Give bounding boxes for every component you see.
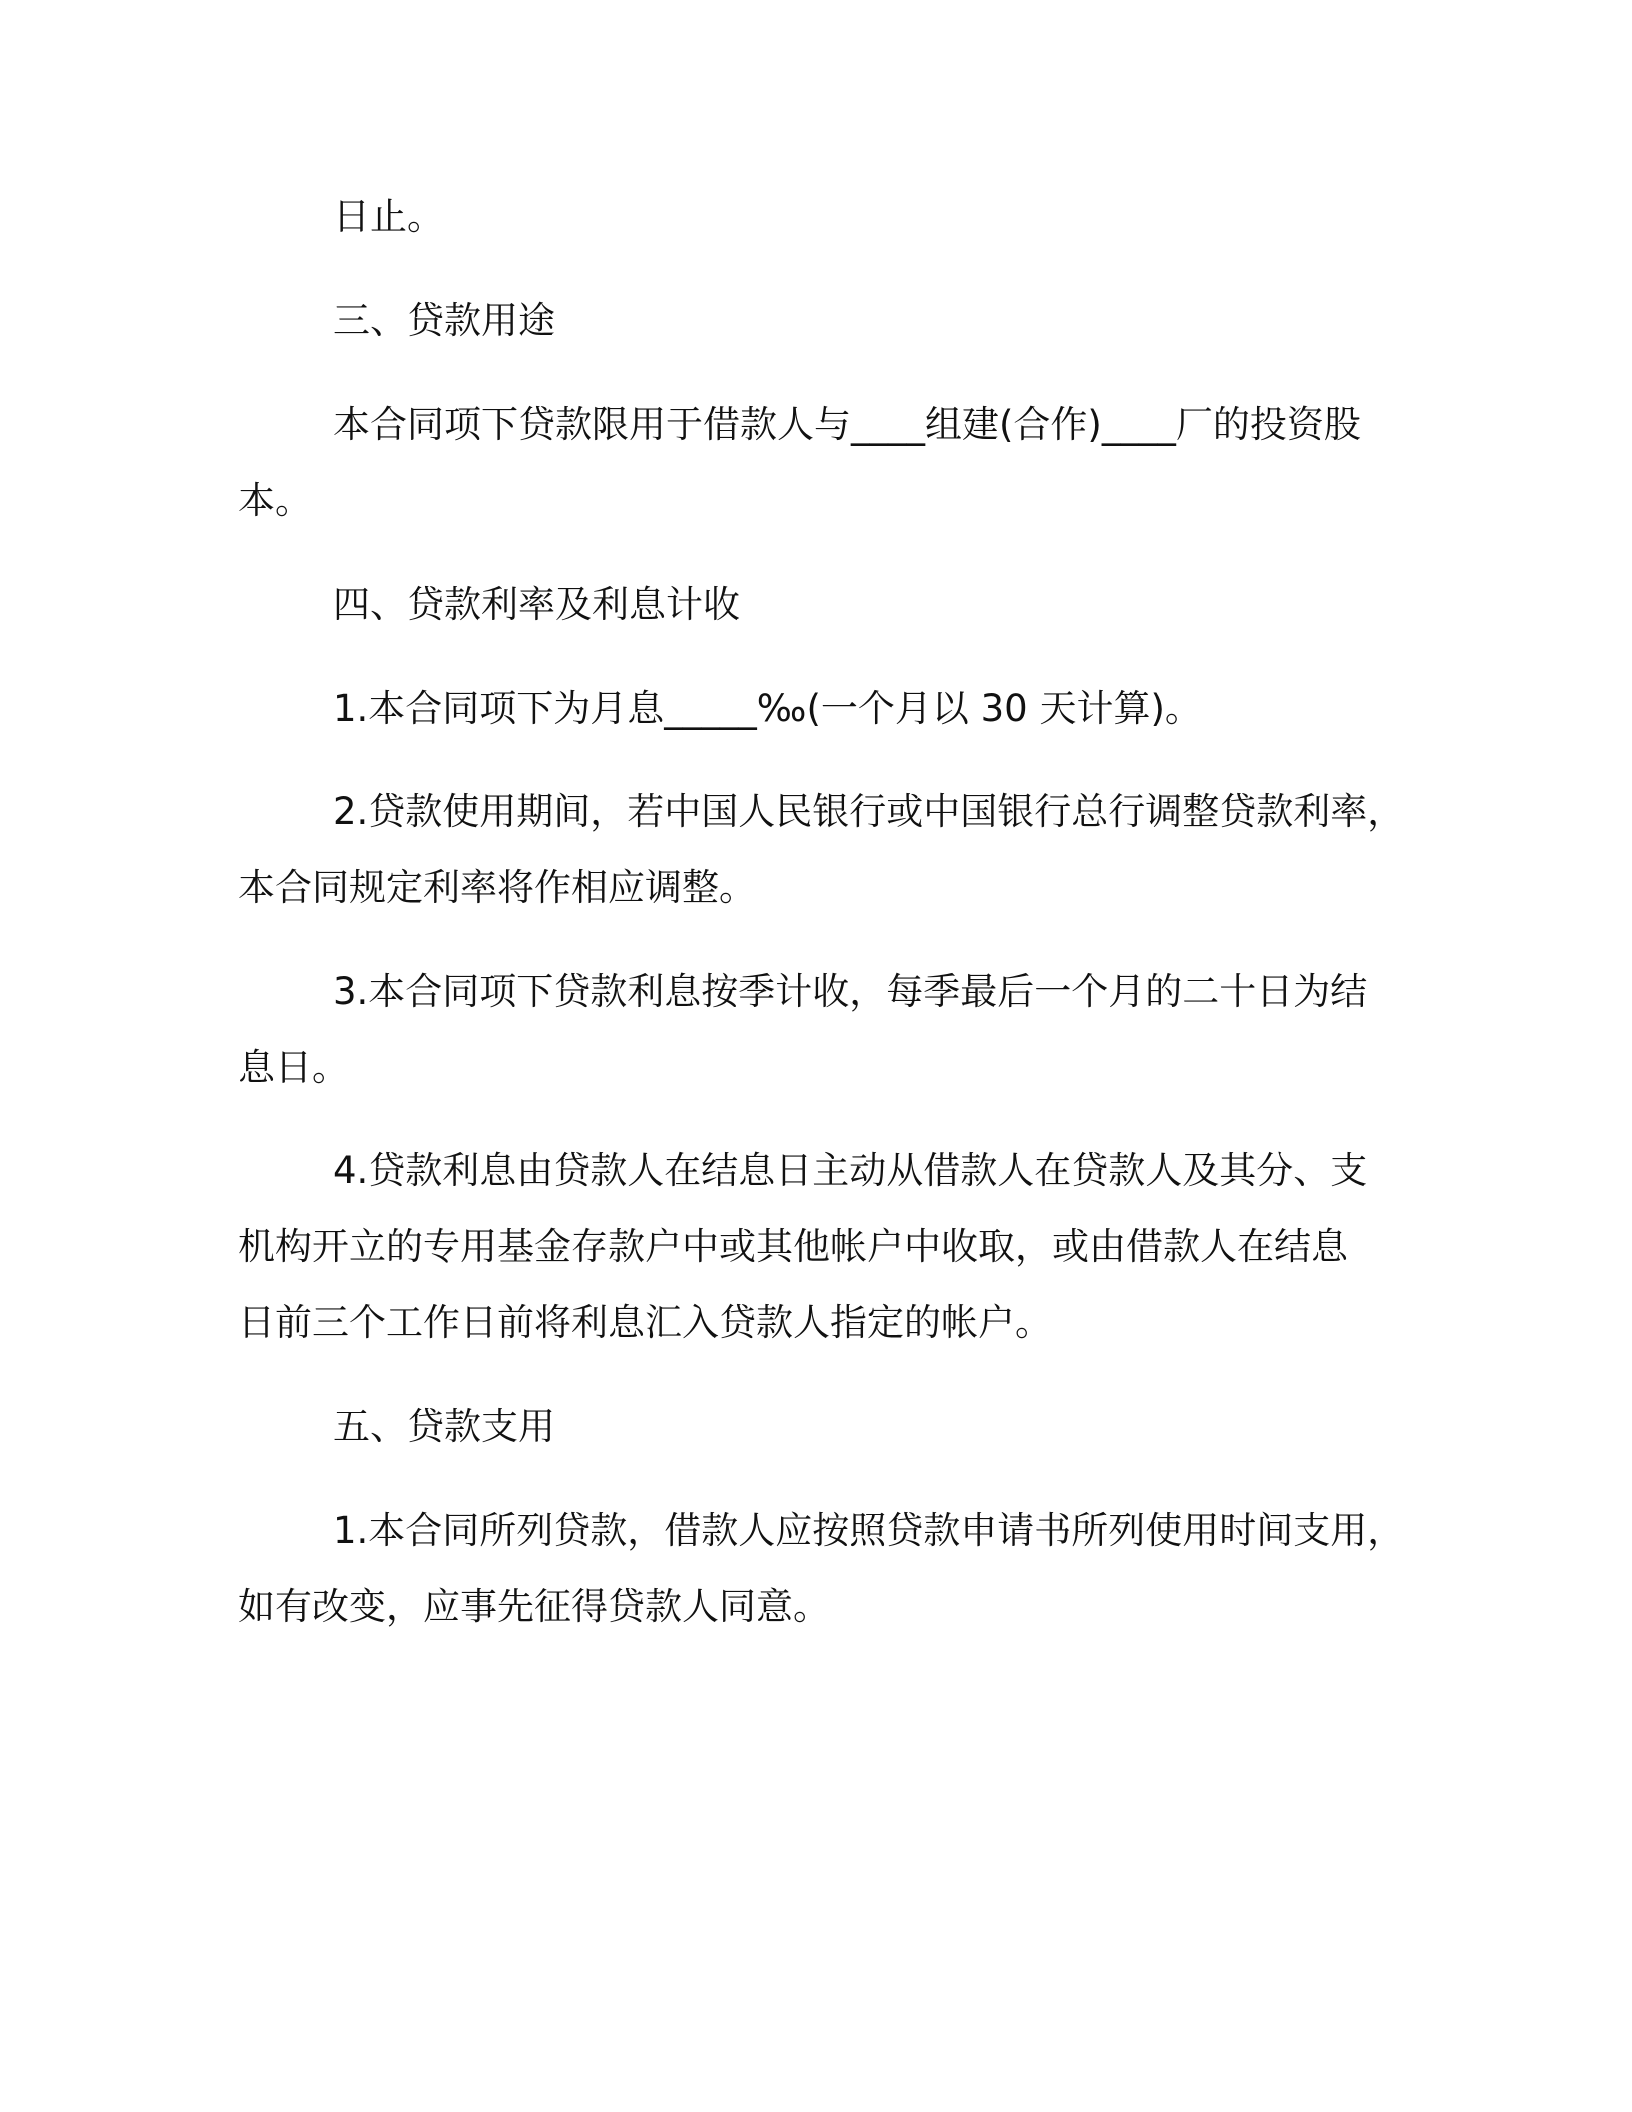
paragraph-line: 息日。 [238, 1046, 349, 1089]
paragraph-line: 如有改变，应事先征得贷款人同意。 [238, 1585, 830, 1628]
paragraph-line: 4.贷款利息由贷款人在结息日主动从借款人在贷款人及其分、支 [333, 1149, 1368, 1192]
paragraph-line: 1.本合同所列贷款，借款人应按照贷款申请书所列使用时间支用， [333, 1509, 1405, 1552]
paragraph-line: 机构开立的专用基金存款户中或其他帐户中收取，或由借款人在结息 [238, 1225, 1348, 1268]
section-heading-5: 五、贷款支用 [333, 1405, 555, 1448]
section-heading-4: 四、贷款利率及利息计收 [333, 583, 740, 626]
section-heading-3: 三、贷款用途 [333, 299, 555, 342]
paragraph-line: 本合同项下贷款限用于借款人与____组建(合作)____厂的投资股 [333, 403, 1361, 446]
paragraph-line: 2.贷款使用期间，若中国人民银行或中国银行总行调整贷款利率， [333, 790, 1405, 833]
paragraph-line: 1.本合同项下为月息_____‰(一个月以 30 天计算)。 [333, 687, 1202, 730]
paragraph-continuation: 日止。 [333, 195, 444, 238]
paragraph-line: 本。 [238, 479, 312, 522]
paragraph-line: 本合同规定利率将作相应调整。 [238, 866, 756, 909]
paragraph-line: 日前三个工作日前将利息汇入贷款人指定的帐户。 [238, 1301, 1052, 1344]
paragraph-line: 3.本合同项下贷款利息按季计收，每季最后一个月的二十日为结 [333, 970, 1368, 1013]
